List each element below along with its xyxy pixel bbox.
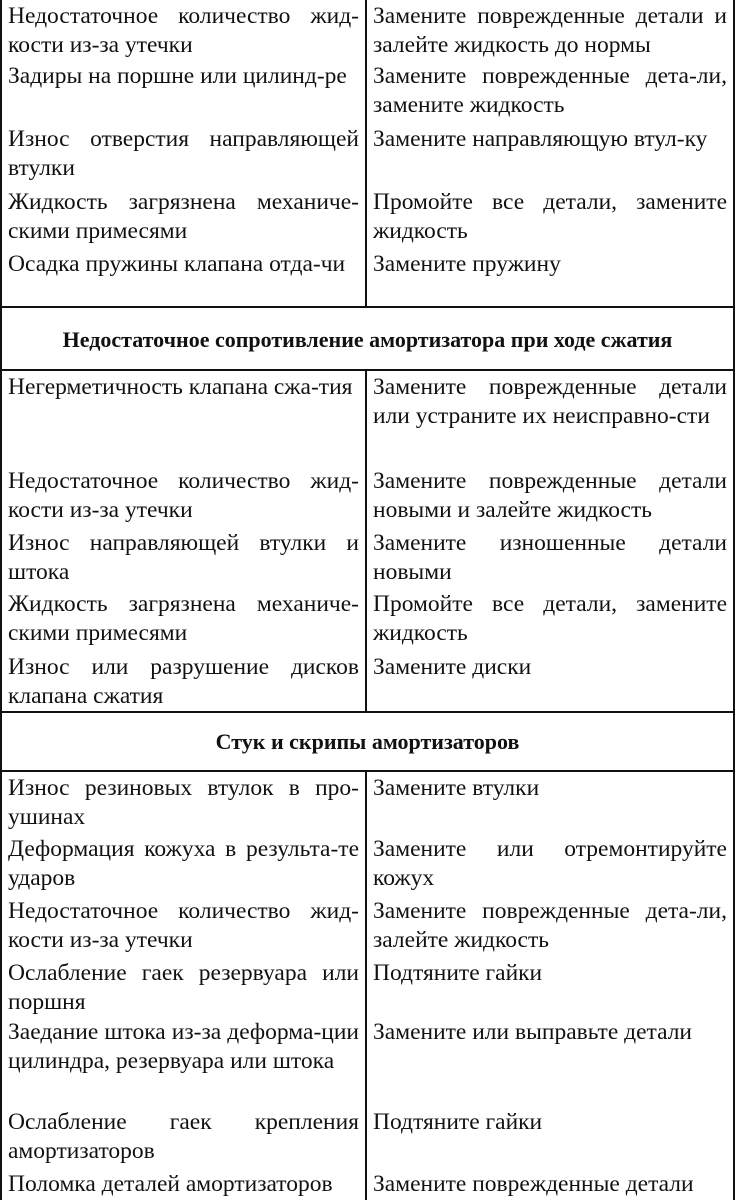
- remedy-cell: Подтяните гайки: [373, 960, 543, 986]
- cause-cell: Жидкость загрязнена механиче-скими примесями: [2, 588, 367, 651]
- cause-cell: Жидкость загрязнена механиче-скими примесями: [2, 186, 367, 248]
- table-row: [2, 588, 733, 651]
- cause-cell: Ослабление гаек резервуара или поршня: [2, 957, 367, 1016]
- cause-cell: Износ отверстия направляющей втулки: [2, 123, 367, 186]
- remedy-cell: Промойте все детали, замените жидкость: [373, 189, 727, 244]
- remedy-cell: Замените направляющую втул-ку: [373, 126, 708, 152]
- table-row: [2, 1168, 733, 1200]
- remedy-cell: Замените поврежденные дета-ли, залейте жидкость: [373, 898, 727, 953]
- remedy-cell: Замените пружину: [373, 251, 561, 277]
- cause-cell: Осадка пружины клапана отда-чи: [2, 248, 367, 307]
- section-heading: Недостаточное сопротивление амортизатора при ходе сжатия: [62, 327, 673, 352]
- section-divider: [2, 306, 733, 308]
- table-row: [2, 0, 733, 60]
- remedy-cell: Подтяните гайки: [373, 1109, 543, 1135]
- table-row: [2, 186, 733, 248]
- cause-cell: Износ резиновых втулок в про-ушинах: [2, 772, 367, 833]
- remedy-cell: Замените поврежденные детали или устраните их неисправно-сти: [373, 374, 727, 429]
- remedy-cell: Замените поврежденные детали: [373, 1171, 694, 1197]
- cause-cell: Задиры на поршне или цилинд-ре: [2, 60, 367, 123]
- remedy-cell: Промойте все детали, замените жидкость: [373, 591, 727, 646]
- remedy-cell: Замените поврежденные дета-ли, замените жидкость: [373, 63, 727, 118]
- table-row: [2, 371, 733, 465]
- cause-cell: Заедание штока из-за деформа-ции цилиндра, резервуара или штока: [2, 1016, 367, 1106]
- remedy-cell: Замените поврежденные детали новыми и залейте жидкость: [373, 468, 727, 523]
- cause-cell: Недостаточное количество жид-кости из-за утечки: [2, 895, 367, 957]
- cause-cell: Износ или разрушение дисков клапана сжатия: [2, 651, 367, 711]
- cause-cell: Негерметичность клапана сжа-тия: [2, 371, 367, 465]
- remedy-cell: Замените поврежденные детали и залейте жидкость до нормы: [373, 3, 727, 58]
- table-row: [2, 1016, 733, 1106]
- table-row: [2, 60, 733, 123]
- cause-cell: Недостаточное количество жид-кости из-за утечки: [2, 465, 367, 527]
- table-row: [2, 527, 733, 588]
- table-row: [2, 465, 733, 527]
- section-heading: Стук и скрипы амортизаторов: [215, 729, 520, 754]
- table-row: [2, 895, 733, 957]
- cause-cell: Ослабление гаек крепления амортизаторов: [2, 1106, 367, 1168]
- section-divider: [2, 711, 733, 713]
- remedy-cell: Замените или отремонтируйте кожух: [373, 836, 727, 891]
- table-row: [2, 248, 733, 307]
- table-row: [2, 833, 733, 895]
- cause-cell: Недостаточное количество жид-кости из-за утечки: [2, 0, 367, 60]
- cause-cell: Поломка деталей амортизаторов: [2, 1168, 367, 1200]
- cause-cell: Износ направляющей втулки и штока: [2, 527, 367, 588]
- table-row: [2, 651, 733, 711]
- table-row: [2, 772, 733, 833]
- table-row: [2, 957, 733, 1016]
- cause-cell: Деформация кожуха в результа-те ударов: [2, 833, 367, 895]
- remedy-cell: Замените втулки: [373, 775, 540, 801]
- table-row: [2, 1106, 733, 1168]
- remedy-cell: Замените диски: [373, 654, 532, 680]
- remedy-cell: Замените или выправьте детали: [373, 1019, 693, 1045]
- table-row: [2, 123, 733, 186]
- remedy-cell: Замените изношенные детали новыми: [373, 530, 727, 585]
